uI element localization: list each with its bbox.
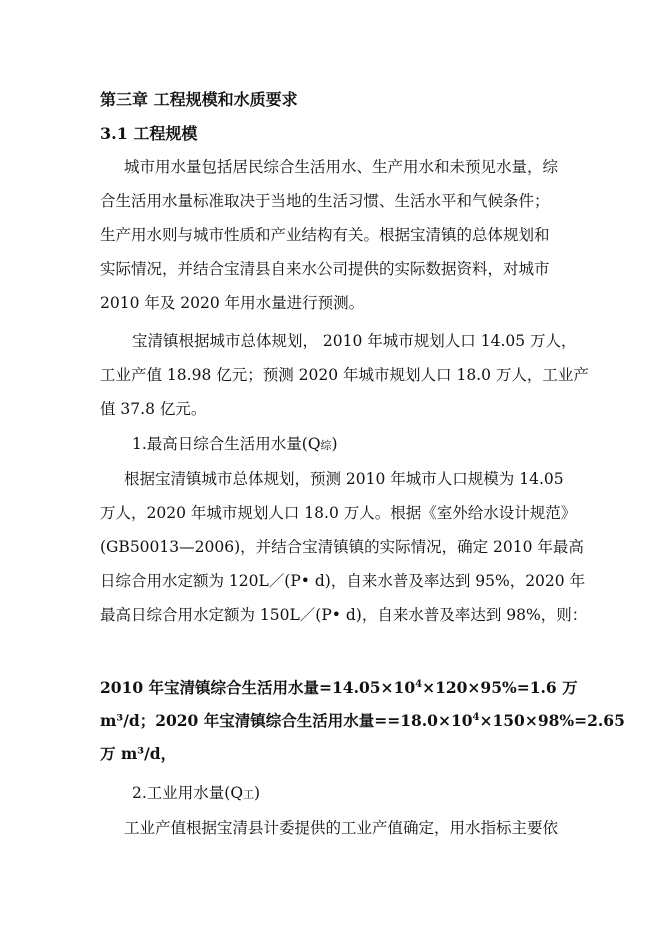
formula-text: 2010 年宝清镇综合生活用水量=14.05×10 <box>100 678 416 697</box>
formula-text: ×150×98%=2.65 <box>479 711 625 730</box>
item-heading-domestic-water <box>132 434 338 456</box>
paragraph-line: 城市用水量包括居民综合生活用水、生产用水和未预见水量，综 <box>124 158 559 176</box>
formula-text: ×120×95%=1.6 万 <box>422 678 578 697</box>
formula-text: m³/d；2020 年宝清镇综合生活用水量==18.0×10 <box>100 711 473 730</box>
paragraph-line: 工业产值 18.98 亿元；预测 2020 年城市规划人口 18.0 万人，工业产 <box>100 366 589 384</box>
paragraph-line: 宝清镇根据城市总体规划， 2010 年城市规划人口 14.05 万人， <box>132 332 577 350</box>
item-subscript: 综 <box>320 439 332 452</box>
item-label: 1.最高日综合生活用水量(Q <box>132 435 321 453</box>
formula-exponent: 4 <box>472 711 480 723</box>
formula-line-2 <box>100 711 625 731</box>
formula-line-3: 万 m³/d， <box>100 744 177 763</box>
item-close: ) <box>331 435 338 453</box>
formula-exponent: 4 <box>415 678 423 690</box>
chapter-title: 第三章 工程规模和水质要求 <box>100 90 298 109</box>
paragraph-line: 根据宝清镇城市总体规划，预测 2010 年城市人口规模为 14.05 <box>124 470 564 488</box>
section-title: 3.1 工程规模 <box>100 124 198 143</box>
item-label: 2.工业用水量(Q <box>132 784 244 802</box>
paragraph-line: 值 37.8 亿元。 <box>100 400 207 418</box>
item-heading-industrial-water <box>132 783 260 805</box>
paragraph-line: 合生活用水量标准取决于当地的生活习惯、生活水平和气候条件； <box>100 192 550 210</box>
paragraph-line: 实际情况，并结合宝清县自来水公司提供的实际数据资料，对城市 <box>100 260 550 278</box>
paragraph-line: (GB50013—2006)，并结合宝清镇镇的实际情况，确定 2010 年最高 <box>100 538 584 556</box>
item-subscript: 工 <box>243 788 255 801</box>
paragraph-line: 工业产值根据宝清县计委提供的工业产值确定，用水指标主要依 <box>124 819 559 837</box>
paragraph-line: 生产用水则与城市性质和产业结构有关。根据宝清镇的总体规划和 <box>100 226 550 244</box>
paragraph-line: 万人，2020 年城市规划人口 18.0 万人。根据《室外给水设计规范》 <box>100 504 577 522</box>
paragraph-line: 最高日综合用水定额为 150L／(P• d)，自来水普及率达到 98%，则： <box>100 606 588 624</box>
formula-line-1 <box>100 678 578 698</box>
paragraph-line: 2010 年及 2020 年用水量进行预测。 <box>100 294 365 312</box>
item-close: ) <box>254 784 261 802</box>
paragraph-line: 日综合用水定额为 120L／(P• d)，自来水普及率达到 95%，2020 年 <box>100 572 586 590</box>
